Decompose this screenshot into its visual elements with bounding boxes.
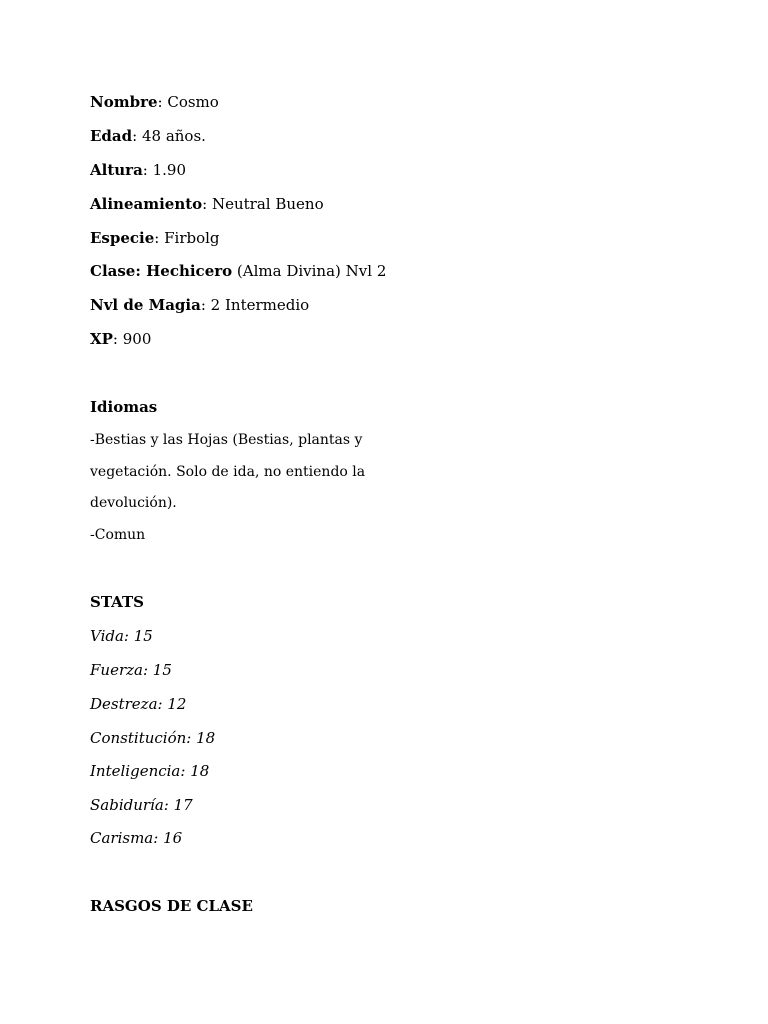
xp-line [90, 329, 151, 349]
stat-vida: Vida: 15 [90, 627, 153, 645]
stat-fuerza: Fuerza: 15 [90, 661, 172, 679]
alineamiento-label: Alineamiento [90, 195, 203, 213]
idiomas-heading: Idiomas [90, 398, 158, 416]
clase-line [90, 261, 386, 281]
idiomas-line-4: -Comun [90, 527, 146, 543]
stat-carisma: Carisma: 16 [90, 829, 183, 847]
especie-line [90, 228, 220, 248]
stats-heading: STATS [90, 593, 144, 611]
nombre-value: : Cosmo [157, 93, 219, 111]
idiomas-line-1: -Bestias y las Hojas (Bestias, plantas y [90, 432, 363, 448]
edad-line [90, 126, 206, 146]
stat-destreza: Destreza: 12 [90, 695, 187, 713]
xp-label: XP [90, 330, 113, 348]
clase-value: (Alma Divina) Nvl 2 [232, 262, 387, 280]
magia-label: Nvl de Magia [90, 296, 201, 314]
nombre-label: Nombre [90, 93, 158, 111]
xp-value: : 900 [112, 330, 152, 348]
alineamiento-value: : Neutral Bueno [202, 195, 324, 213]
stat-inteligencia: Inteligencia: 18 [90, 762, 210, 780]
stat-sabiduria: Sabiduría: 17 [90, 796, 193, 814]
edad-value: : 48 años. [132, 127, 206, 145]
altura-label: Altura [90, 161, 143, 179]
nombre-line [90, 92, 219, 112]
alineamiento-line [90, 194, 324, 214]
magia-line [90, 295, 309, 315]
especie-value: : Firbolg [154, 229, 220, 247]
stat-constitucion: Constitución: 18 [90, 729, 216, 747]
altura-line [90, 160, 186, 180]
especie-label: Especie [90, 229, 155, 247]
idiomas-line-2: vegetación. Solo de ida, no entiendo la [90, 464, 366, 480]
edad-label: Edad [90, 127, 133, 145]
rasgos-heading: RASGOS DE CLASE [90, 897, 253, 915]
magia-value: : 2 Intermedio [200, 296, 310, 314]
clase-label: Clase: Hechicero [90, 262, 233, 280]
idiomas-line-3: devolución). [90, 495, 177, 511]
altura-value: : 1.90 [142, 161, 187, 179]
